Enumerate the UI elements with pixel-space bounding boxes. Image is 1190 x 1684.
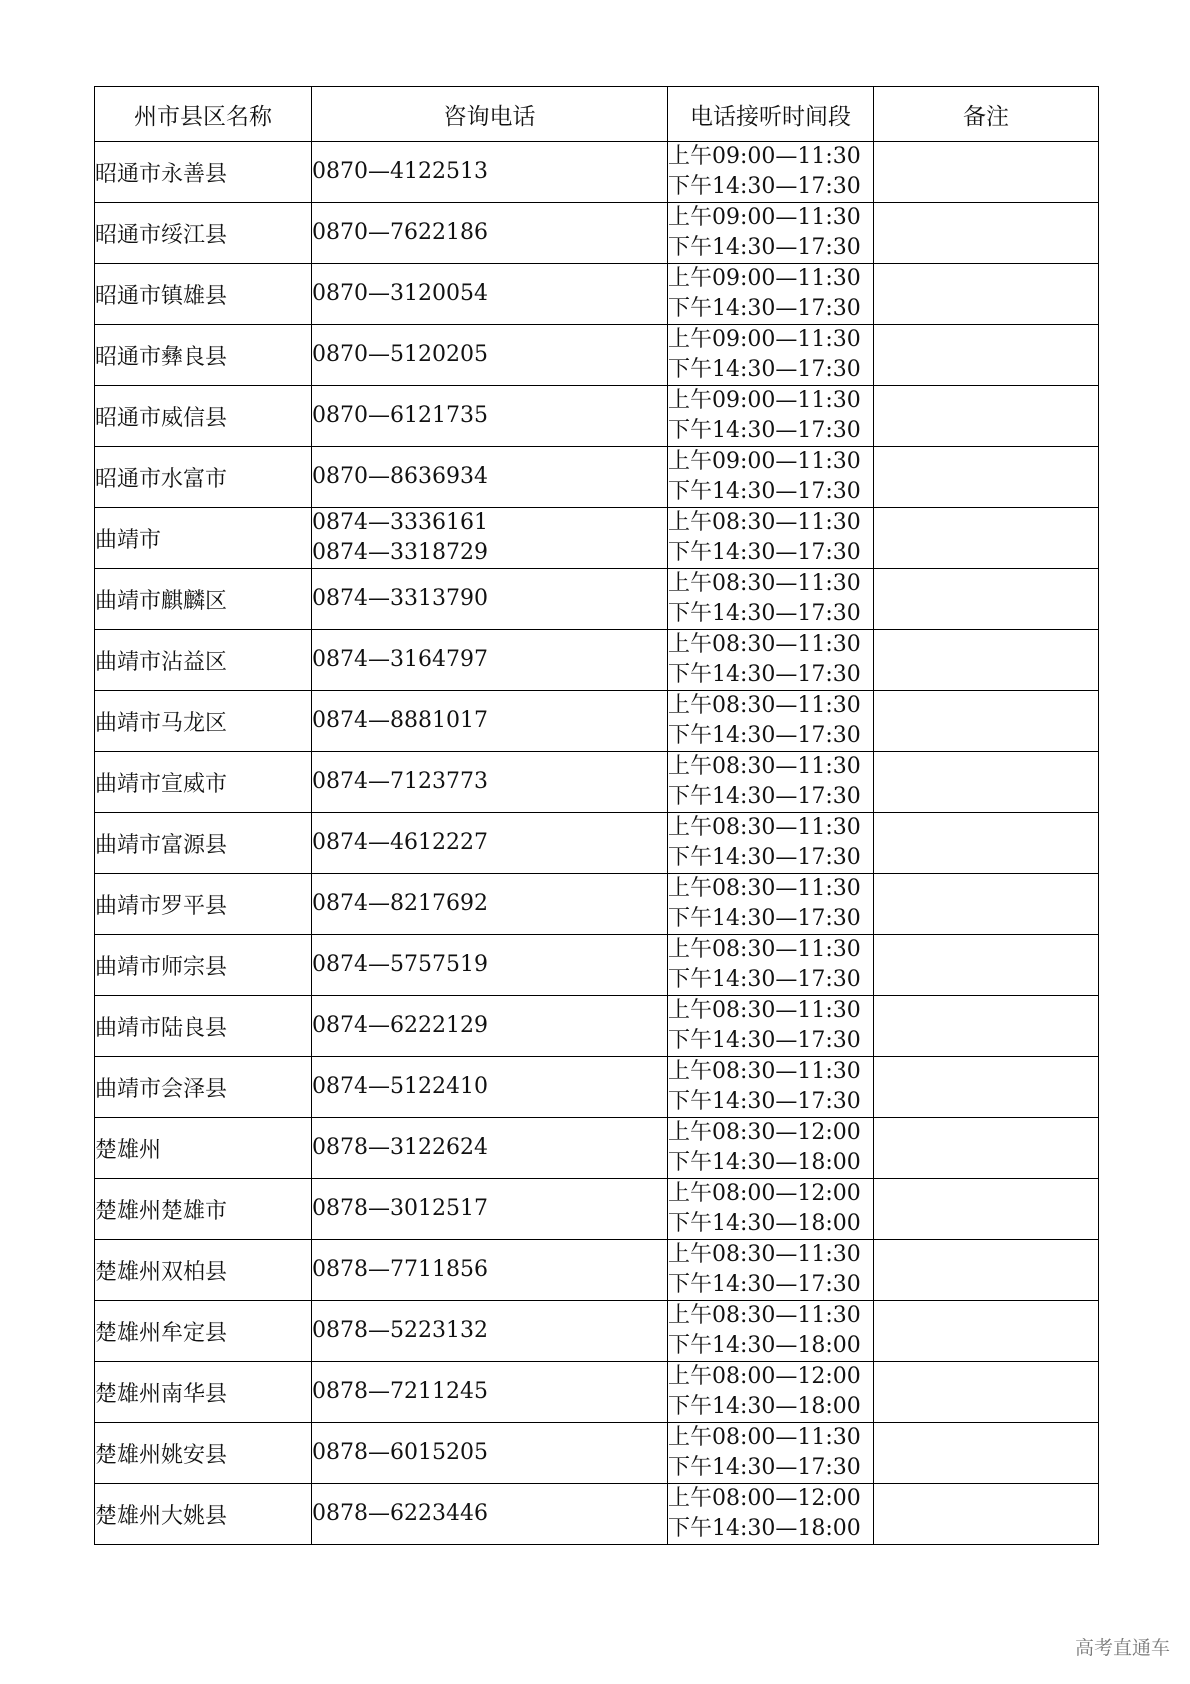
morning-hours: 上午09:00—11:30	[668, 449, 861, 474]
hours-cell	[668, 1301, 874, 1362]
afternoon-hours: 下午14:30—17:30	[668, 967, 861, 992]
hours-cell	[668, 508, 874, 569]
afternoon-hours: 下午14:30—17:30	[668, 1028, 861, 1053]
phone-cell	[312, 386, 668, 447]
table-row	[95, 1484, 1099, 1545]
morning-hours: 上午09:00—11:30	[668, 327, 861, 352]
notes-cell	[874, 752, 1099, 813]
phone-cell	[312, 691, 668, 752]
phone-cell	[312, 935, 668, 996]
morning-hours: 上午08:30—12:00	[668, 1120, 861, 1145]
region-name-cell: 曲靖市沾益区	[95, 630, 312, 691]
table-header	[95, 87, 1099, 142]
phone-number: 0878—3122624	[312, 1135, 488, 1160]
table-row	[95, 447, 1099, 508]
phone-number: 0874—8217692	[312, 891, 488, 916]
phone-number: 0874—3313790	[312, 586, 488, 611]
hours-cell	[668, 386, 874, 447]
afternoon-hours: 下午14:30—17:30	[668, 784, 861, 809]
afternoon-hours: 下午14:30—17:30	[668, 174, 861, 199]
watermark-text: 高考直通车	[1074, 1637, 1170, 1659]
phone-cell	[312, 508, 668, 569]
region-name-cell: 昭通市镇雄县	[95, 264, 312, 325]
phone-number: 0874—6222129	[312, 1013, 488, 1038]
region-name-cell: 昭通市彝良县	[95, 325, 312, 386]
phone-number: 0878—7711856	[312, 1257, 488, 1282]
region-name-cell: 曲靖市	[95, 508, 312, 569]
region-name-cell: 昭通市威信县	[95, 386, 312, 447]
phone-cell	[312, 874, 668, 935]
phone-number: 0874—5122410	[312, 1074, 488, 1099]
morning-hours: 上午08:30—11:30	[668, 815, 861, 840]
region-name-cell: 曲靖市富源县	[95, 813, 312, 874]
hours-cell	[668, 874, 874, 935]
notes-cell	[874, 691, 1099, 752]
table-row	[95, 1057, 1099, 1118]
phone-number: 0874—4612227	[312, 830, 488, 855]
afternoon-hours: 下午14:30—17:30	[668, 540, 861, 565]
table-row	[95, 691, 1099, 752]
hours-cell	[668, 630, 874, 691]
morning-hours: 上午08:00—12:00	[668, 1486, 861, 1511]
morning-hours: 上午08:30—11:30	[668, 1303, 861, 1328]
phone-number: 0870—8636934	[312, 464, 488, 489]
morning-hours: 上午08:30—11:30	[668, 998, 861, 1023]
afternoon-hours: 下午14:30—17:30	[668, 296, 861, 321]
hours-cell	[668, 1240, 874, 1301]
phone-cell	[312, 264, 668, 325]
hours-cell	[668, 1057, 874, 1118]
morning-hours: 上午08:30—11:30	[668, 510, 861, 535]
notes-cell	[874, 1484, 1099, 1545]
table-row	[95, 874, 1099, 935]
afternoon-hours: 下午14:30—17:30	[668, 418, 861, 443]
phone-cell	[312, 1423, 668, 1484]
phone-number: 0878—3012517	[312, 1196, 488, 1221]
morning-hours: 上午09:00—11:30	[668, 388, 861, 413]
afternoon-hours: 下午14:30—18:00	[668, 1516, 861, 1541]
phone-cell	[312, 813, 668, 874]
hours-cell	[668, 203, 874, 264]
region-name-cell: 昭通市绥江县	[95, 203, 312, 264]
phone-number: 0874—5757519	[312, 952, 488, 977]
table-row	[95, 1118, 1099, 1179]
hours-cell	[668, 996, 874, 1057]
afternoon-hours: 下午14:30—18:00	[668, 1394, 861, 1419]
notes-cell	[874, 264, 1099, 325]
region-name-cell: 楚雄州南华县	[95, 1362, 312, 1423]
table-row	[95, 1423, 1099, 1484]
table-row	[95, 264, 1099, 325]
table-row	[95, 1362, 1099, 1423]
region-name-cell: 曲靖市陆良县	[95, 996, 312, 1057]
notes-cell	[874, 508, 1099, 569]
afternoon-hours: 下午14:30—17:30	[668, 479, 861, 504]
table-row	[95, 508, 1099, 569]
phone-cell	[312, 752, 668, 813]
region-name-cell: 曲靖市马龙区	[95, 691, 312, 752]
morning-hours: 上午08:00—11:30	[668, 1425, 861, 1450]
region-name-cell: 楚雄州双柏县	[95, 1240, 312, 1301]
morning-hours: 上午08:30—11:30	[668, 1059, 861, 1084]
phone-cell	[312, 1301, 668, 1362]
notes-cell	[874, 203, 1099, 264]
morning-hours: 上午08:30—11:30	[668, 632, 861, 657]
morning-hours: 上午08:30—11:30	[668, 1242, 861, 1267]
table-row	[95, 813, 1099, 874]
phone-cell	[312, 203, 668, 264]
morning-hours: 上午08:00—12:00	[668, 1364, 861, 1389]
morning-hours: 上午08:30—11:30	[668, 693, 861, 718]
notes-cell	[874, 935, 1099, 996]
notes-cell	[874, 1057, 1099, 1118]
region-name-cell: 曲靖市师宗县	[95, 935, 312, 996]
table-row	[95, 996, 1099, 1057]
phone-number: 0870—6121735	[312, 403, 488, 428]
region-name-cell: 昭通市水富市	[95, 447, 312, 508]
afternoon-hours: 下午14:30—17:30	[668, 906, 861, 931]
afternoon-hours: 下午14:30—17:30	[668, 601, 861, 626]
phone-number: 0870—4122513	[312, 159, 488, 184]
table-row	[95, 1179, 1099, 1240]
region-name-cell: 楚雄州牟定县	[95, 1301, 312, 1362]
notes-cell	[874, 142, 1099, 203]
header-row	[95, 87, 1099, 142]
phone-cell	[312, 1057, 668, 1118]
region-name-cell: 楚雄州大姚县	[95, 1484, 312, 1545]
phone-cell	[312, 142, 668, 203]
morning-hours: 上午08:30—11:30	[668, 571, 861, 596]
morning-hours: 上午08:30—11:30	[668, 876, 861, 901]
table-row	[95, 1240, 1099, 1301]
phone-number: 0870—3120054	[312, 281, 488, 306]
phone-number: 0870—7622186	[312, 220, 488, 245]
phone-number: 0878—5223132	[312, 1318, 488, 1343]
notes-cell	[874, 996, 1099, 1057]
header-hours: 电话接听时间段	[668, 87, 874, 142]
afternoon-hours: 下午14:30—17:30	[668, 357, 861, 382]
afternoon-hours: 下午14:30—18:00	[668, 1150, 861, 1175]
notes-cell	[874, 1362, 1099, 1423]
notes-cell	[874, 325, 1099, 386]
phone-cell	[312, 569, 668, 630]
phone-cell	[312, 1118, 668, 1179]
phone-number: 0878—6015205	[312, 1440, 488, 1465]
phone-cell	[312, 1484, 668, 1545]
hours-cell	[668, 1179, 874, 1240]
hours-cell	[668, 1484, 874, 1545]
notes-cell	[874, 447, 1099, 508]
hours-cell	[668, 325, 874, 386]
phone-number: 0870—5120205	[312, 342, 488, 367]
hours-cell	[668, 691, 874, 752]
afternoon-hours: 下午14:30—18:00	[668, 1333, 861, 1358]
phone-cell	[312, 1240, 668, 1301]
afternoon-hours: 下午14:30—17:30	[668, 662, 861, 687]
morning-hours: 上午09:00—11:30	[668, 144, 861, 169]
phone-number: 0878—6223446	[312, 1501, 488, 1526]
notes-cell	[874, 1179, 1099, 1240]
hours-cell	[668, 752, 874, 813]
notes-cell	[874, 874, 1099, 935]
table-row	[95, 752, 1099, 813]
afternoon-hours: 下午14:30—18:00	[668, 1211, 861, 1236]
phone-cell	[312, 996, 668, 1057]
region-name-cell: 楚雄州楚雄市	[95, 1179, 312, 1240]
hours-cell	[668, 1362, 874, 1423]
consultation-phone-table	[94, 86, 1099, 1545]
notes-cell	[874, 813, 1099, 874]
morning-hours: 上午09:00—11:30	[668, 205, 861, 230]
hours-cell	[668, 935, 874, 996]
morning-hours: 上午08:30—11:30	[668, 937, 861, 962]
phone-cell	[312, 1362, 668, 1423]
afternoon-hours: 下午14:30—17:30	[668, 1455, 861, 1480]
hours-cell	[668, 1118, 874, 1179]
region-name-cell: 曲靖市罗平县	[95, 874, 312, 935]
phone-number: 0874—3336161	[312, 510, 488, 535]
header-notes: 备注	[874, 87, 1099, 142]
region-name-cell: 曲靖市会泽县	[95, 1057, 312, 1118]
afternoon-hours: 下午14:30—17:30	[668, 1089, 861, 1114]
notes-cell	[874, 630, 1099, 691]
phone-cell	[312, 447, 668, 508]
hours-cell	[668, 264, 874, 325]
region-name-cell: 楚雄州	[95, 1118, 312, 1179]
region-name-cell: 曲靖市宣威市	[95, 752, 312, 813]
region-name-cell: 昭通市永善县	[95, 142, 312, 203]
hours-cell	[668, 447, 874, 508]
hours-cell	[668, 569, 874, 630]
table-row	[95, 386, 1099, 447]
region-name-cell: 楚雄州姚安县	[95, 1423, 312, 1484]
notes-cell	[874, 1118, 1099, 1179]
hours-cell	[668, 813, 874, 874]
hours-cell	[668, 142, 874, 203]
morning-hours: 上午08:30—11:30	[668, 754, 861, 779]
phone-cell	[312, 1179, 668, 1240]
hours-cell	[668, 1423, 874, 1484]
notes-cell	[874, 569, 1099, 630]
table-row	[95, 1301, 1099, 1362]
table-row	[95, 569, 1099, 630]
table-body	[95, 142, 1099, 1545]
afternoon-hours: 下午14:30—17:30	[668, 235, 861, 260]
afternoon-hours: 下午14:30—17:30	[668, 723, 861, 748]
header-region-name: 州市县区名称	[95, 87, 312, 142]
notes-cell	[874, 386, 1099, 447]
phone-number: 0874—8881017	[312, 708, 488, 733]
table-row	[95, 142, 1099, 203]
phone-cell	[312, 630, 668, 691]
notes-cell	[874, 1240, 1099, 1301]
table-row	[95, 935, 1099, 996]
table-row	[95, 630, 1099, 691]
table-row	[95, 325, 1099, 386]
table-row	[95, 203, 1099, 264]
phone-number: 0874—7123773	[312, 769, 488, 794]
morning-hours: 上午08:00—12:00	[668, 1181, 861, 1206]
phone-number: 0874—3318729	[312, 540, 488, 565]
phone-cell	[312, 325, 668, 386]
header-phone: 咨询电话	[312, 87, 668, 142]
notes-cell	[874, 1423, 1099, 1484]
morning-hours: 上午09:00—11:30	[668, 266, 861, 291]
phone-number: 0878—7211245	[312, 1379, 488, 1404]
phone-number: 0874—3164797	[312, 647, 488, 672]
afternoon-hours: 下午14:30—17:30	[668, 845, 861, 870]
region-name-cell: 曲靖市麒麟区	[95, 569, 312, 630]
afternoon-hours: 下午14:30—17:30	[668, 1272, 861, 1297]
notes-cell	[874, 1301, 1099, 1362]
